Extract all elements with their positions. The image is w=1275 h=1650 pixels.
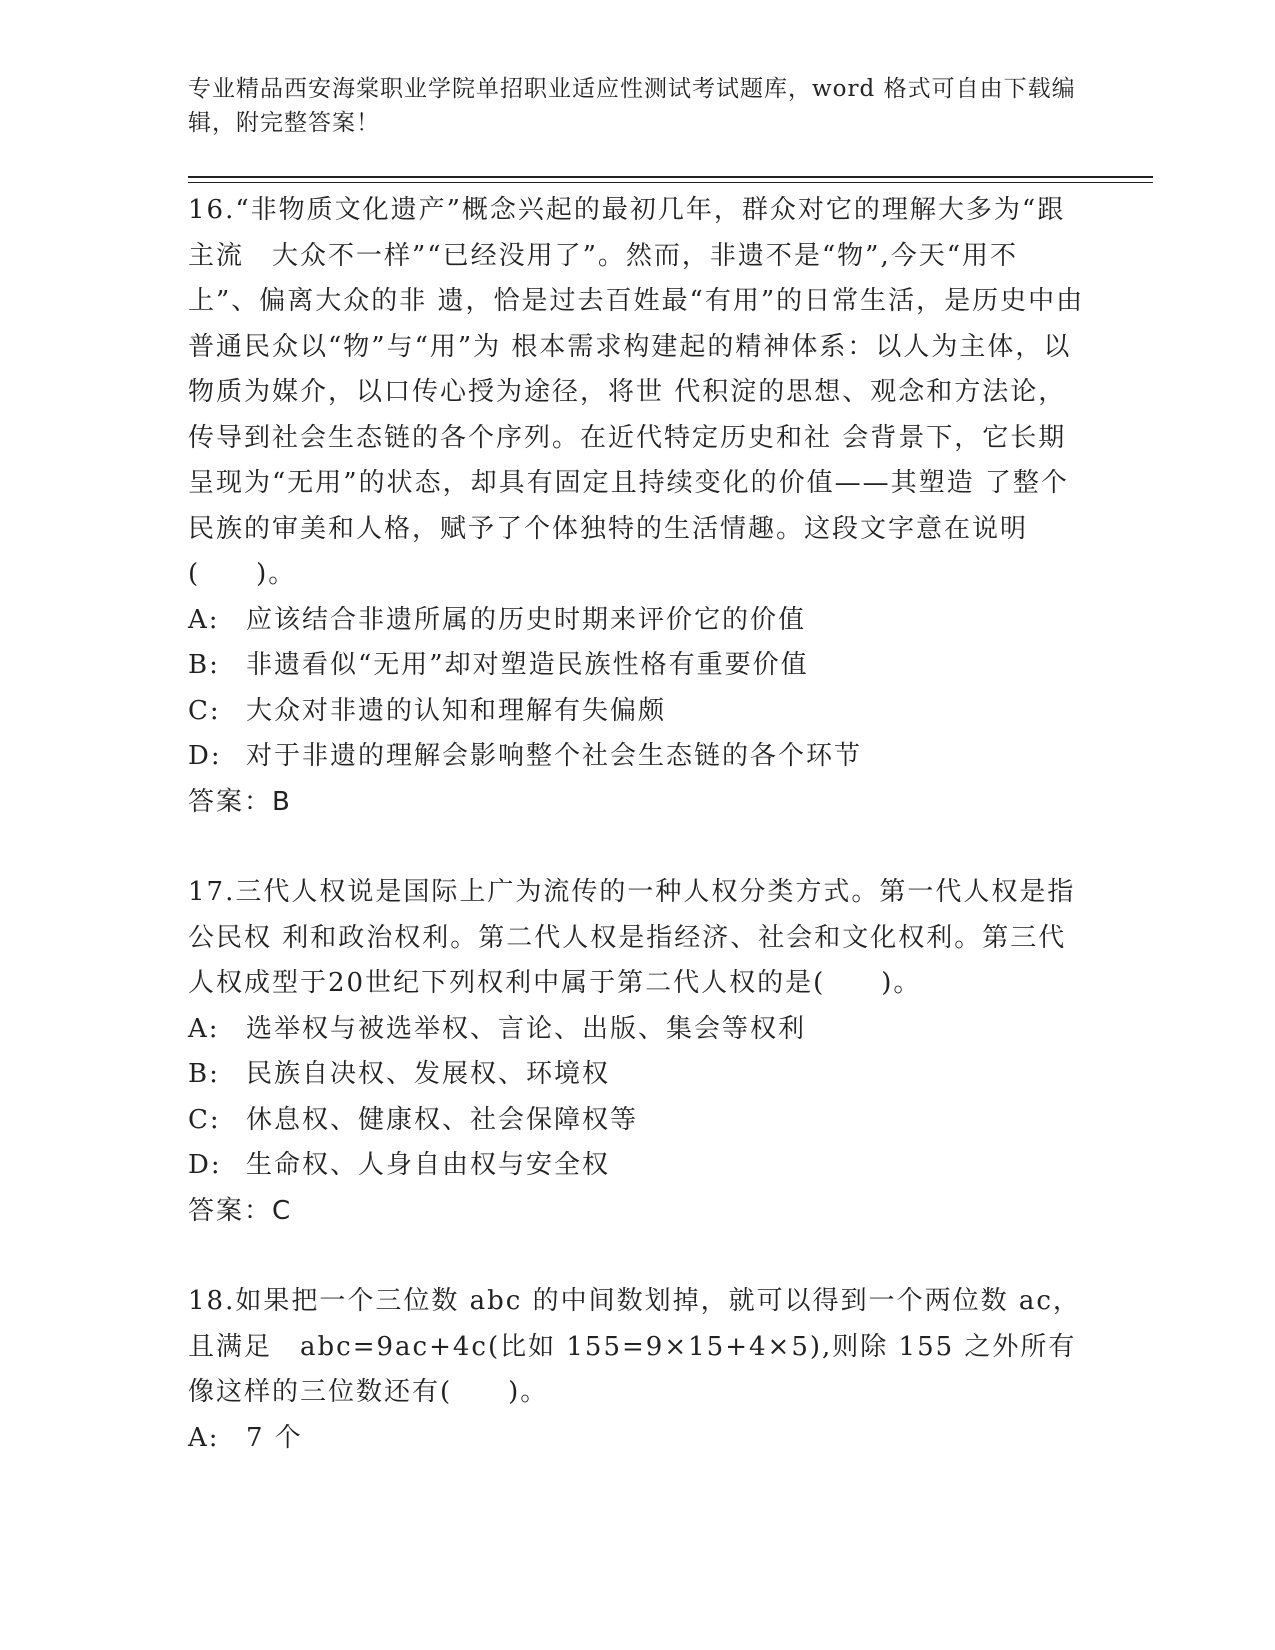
answer-line: 答案：B [188, 786, 292, 817]
option-key: C: [188, 695, 221, 726]
option-a [188, 1416, 1088, 1462]
question-16 [188, 188, 1088, 825]
option-key: B: [188, 1059, 220, 1089]
document-header [188, 72, 1088, 140]
question-spacer [188, 1234, 1088, 1279]
question-spacer [188, 825, 1088, 870]
option-text: 生命权、人身自由权与安全权 [246, 1150, 611, 1180]
option-d [188, 1143, 1088, 1189]
question-text: 17.三代人权说是国际上广为流传的一种人权分类方式。第一代人权是指公民权 利和政治权利。第二代人权是指经济、社会和文化权利。第三代人权成型于20世纪下列权利中属于第二代人权的是( )。 [188, 877, 1076, 998]
option-text: 对于非遗的理解会影响整个社会生态链的各个环节 [246, 741, 863, 771]
header-text: 专业精品西安海棠职业学院单招职业适应性测试考试题库，word 格式可自由下载编辑，附完整答案！ [188, 76, 1076, 136]
option-a [188, 1007, 1088, 1053]
option-b [188, 1052, 1088, 1098]
option-key: A: [188, 1013, 220, 1044]
option-text: 选举权与被选举权、言论、出版、集会等权利 [246, 1013, 807, 1044]
option-text: 7 个 [246, 1422, 303, 1453]
option-key: A: [188, 1422, 220, 1453]
question-17 [188, 870, 1088, 1234]
option-b [188, 643, 1088, 689]
question-list [188, 188, 1088, 1461]
question-text: 18.如果把一个三位数 abc 的中间数划掉，就可以得到一个两位数 ac，且满足 abc=9ac+4c(比如 155=9×15+4×5),则除 155 之外所有像这样的三位数还有( )。 [188, 1286, 1081, 1407]
option-text: 大众对非遗的认知和理解有失偏颇 [246, 695, 667, 726]
question-18 [188, 1279, 1088, 1461]
option-text: 休息权、健康权、社会保障权等 [246, 1104, 639, 1135]
option-a [188, 598, 1088, 644]
option-text: 应该结合非遗所属的历史时期来评价它的价值 [246, 604, 807, 635]
option-key: B: [188, 650, 220, 680]
option-text: 民族自决权、发展权、环境权 [246, 1059, 611, 1089]
header-divider-thick [188, 176, 1153, 178]
option-key: D: [188, 1150, 222, 1180]
answer-line: 答案：C [188, 1195, 293, 1226]
option-c [188, 689, 1088, 735]
option-c [188, 1098, 1088, 1144]
option-d [188, 734, 1088, 780]
question-text: 16.“非物质文化遗产”概念兴起的最初几年，群众对它的理解大多为“跟主流 大众不一样”“已经没用了”。然而，非遗不是“物”,今天“用不上”、偏离大众的非 遗，恰是过去百姓最“有用”的日常生活，是历史中由普通民众以“物”与“用”为 根本需求构建起的精神体系：以人为主体，以物质为媒介，以口传心授为途径，将世 代积淀的思想、观念和方法论，传导到社会生态链的各个序列。在近代特定历史和社 会背景下，它长期呈现为“无用”的状态，却具有固定且持续变化的价值——其塑造 了整个民族的审美和人格，赋予了个体独特的生活情趣。这段文字意在说明( )。 [188, 195, 1085, 589]
option-key: C: [188, 1104, 221, 1135]
option-text: 非遗看似“无用”却对塑造民族性格有重要价值 [246, 650, 809, 680]
header-divider-thin [188, 182, 1153, 183]
option-key: A: [188, 604, 220, 635]
option-key: D: [188, 741, 222, 771]
